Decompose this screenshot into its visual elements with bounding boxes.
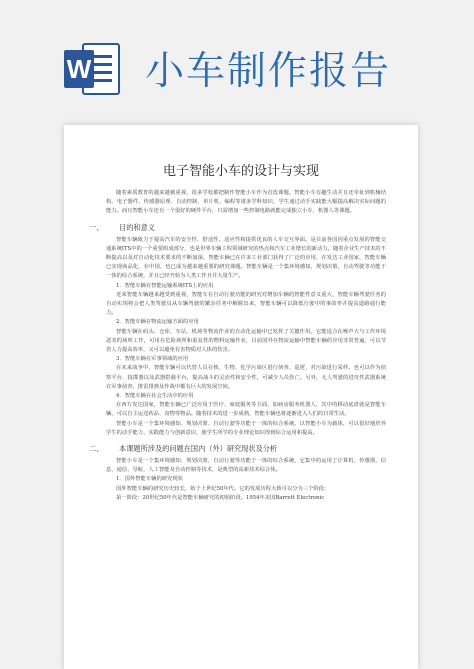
document-body bbox=[89, 189, 386, 503]
section-heading-2 bbox=[89, 443, 386, 455]
list-item-heading: 1．国外智能车辆的研究现状 bbox=[116, 476, 183, 483]
document-title: 电子智能小车的设计与实现 bbox=[162, 164, 319, 179]
list-item-heading: 3．智能车辆在军事领域的应用 bbox=[116, 356, 189, 363]
stage-paragraph: 第一阶段：20世纪50年代是智能车辆研究的初始阶段。1954年美国Barrett Electronic bbox=[116, 494, 325, 501]
list-item-body: 在西方发达国家，智能车辆已广泛应用于医疗、家庭服务等方面，如病房服务机器人，其中的移动底盘就是智能车辆，可以自主运送药品、食物等物品。随着技术的进一步成熟，智能车辆也将逐渐进入人们的日常生活。 bbox=[106, 402, 386, 418]
section2-paragraph: 智能小车是一个集环境感知、规划决策，自动行驶等功能于一体的综合系统，它集中的运用了计算机、传感器、信息、通信、导航、人工智能及自动控制等技术，是典型的高新技术综合体。 bbox=[106, 458, 386, 474]
section-number: 二、 bbox=[89, 444, 104, 454]
section1-closing: 智能小车是一个集环境感知、规划决策、自动行驶等功能于一体的综合系统。以智能小车为载体，可以很好地培养学生的动手能力、实践能力与创新意识，使学生所学的专业理论知识得到综合运用和提高。 bbox=[106, 420, 386, 436]
list-item-body: 在未来战争中，智能车辆可以代替人员在核、生物、化学污染区进行侦查、巡逻、对污染进行采样。也可以作为侦察平台、投掷器以及武器搭载平台，提高战斗的灵活性和安全性，可减少人员伤亡。另外，无人驾驶的进攻性武器系统在军事侦查、排雷排弹及作战中都有巨大的发展空间。 bbox=[106, 365, 386, 390]
section1-paragraph: 智能车辆致力于提高汽车的安全性、舒适性，适应性和提供优良的人车交互界面。是目前各国因重点发展的智能交通系统ITS中的一个重要组成部分，也是世界车辆工程领域研究的热点和汽车工业增长的新动力。随着企业生产技术的不断提高以及对自动化技术要求的不断加深，智能车辆已在许多工业部门获得了广泛的应用，在发达工业国家，智能车辆已实现商品化，在中国，也已成为越来越重要的研究课题。智能车辆是一个集环境感知，规划决策，自动驾驶等功能于一体的综合系统，并且已经开始为人类工作且并大量生产。 bbox=[106, 236, 386, 280]
word-document-icon bbox=[64, 40, 122, 98]
banner-title: 小车制作报告 bbox=[145, 49, 392, 94]
section-number: 一、 bbox=[89, 222, 104, 232]
section-title: 目的和意义 bbox=[119, 222, 155, 232]
intro-paragraph: 随着素质教育的越来越被重视，很多学校都把制作智能小车作为首选课题。智能小车有趣生动并且还牵扯到机械结构、电子器件、传感器原理、自动控制、单片机、编程等诸多学科知识，学生通过动手实践能大幅提高解决实际问题的能力。而且智能小车还有一个很好的硬件平台，只需增加一些控制电路就能完成独立小车，机器人等课题。 bbox=[106, 190, 386, 215]
document-page bbox=[64, 125, 418, 669]
list-item-heading: 2．智能车辆在物流运输方面的应用 bbox=[116, 319, 199, 326]
section-title: 本课题所涉及的问题在国内（外）研究现状及分析 bbox=[119, 444, 278, 454]
list-item-heading: 1．智能车辆在智能运输系统ITS上的应用 bbox=[116, 282, 214, 289]
list-item-body: 智能车辆在码头、仓库、车站、机场等物流作业的自动化运输中已发挥了关键作用。它能适合在噪声大与工作环境恶劣的场所工作，可用在危险场所和重复性的物料运输作业，目前国外在物流运输中智能车辆的应用非常普遍，可以节省人力提高效率，又可以避免有害物质对人体的伤害。 bbox=[106, 328, 386, 354]
list-item-body: 近来智能车辆越来越受到重视，智能车在自动行驶功能的研究对增加车辆的智能性意义重大，智能车辆驾驶任务的自动实现将会把人类驾驶员从车辆驾驶的繁杂任务中解脱出来，智能车辆可以降低行驶中的事故率并提高道路通行能力。 bbox=[106, 291, 386, 317]
section-heading-1 bbox=[89, 222, 386, 234]
header-banner bbox=[0, 0, 474, 125]
list-item-body: 国外智能车辆的研究历史较长，始于上世纪50年代。它的发展历程大致可以分为三个阶段： bbox=[116, 485, 330, 492]
word-letter-badge: W bbox=[64, 50, 94, 88]
list-item-heading: 4．智能车辆在社会生活中的应用 bbox=[116, 393, 194, 400]
